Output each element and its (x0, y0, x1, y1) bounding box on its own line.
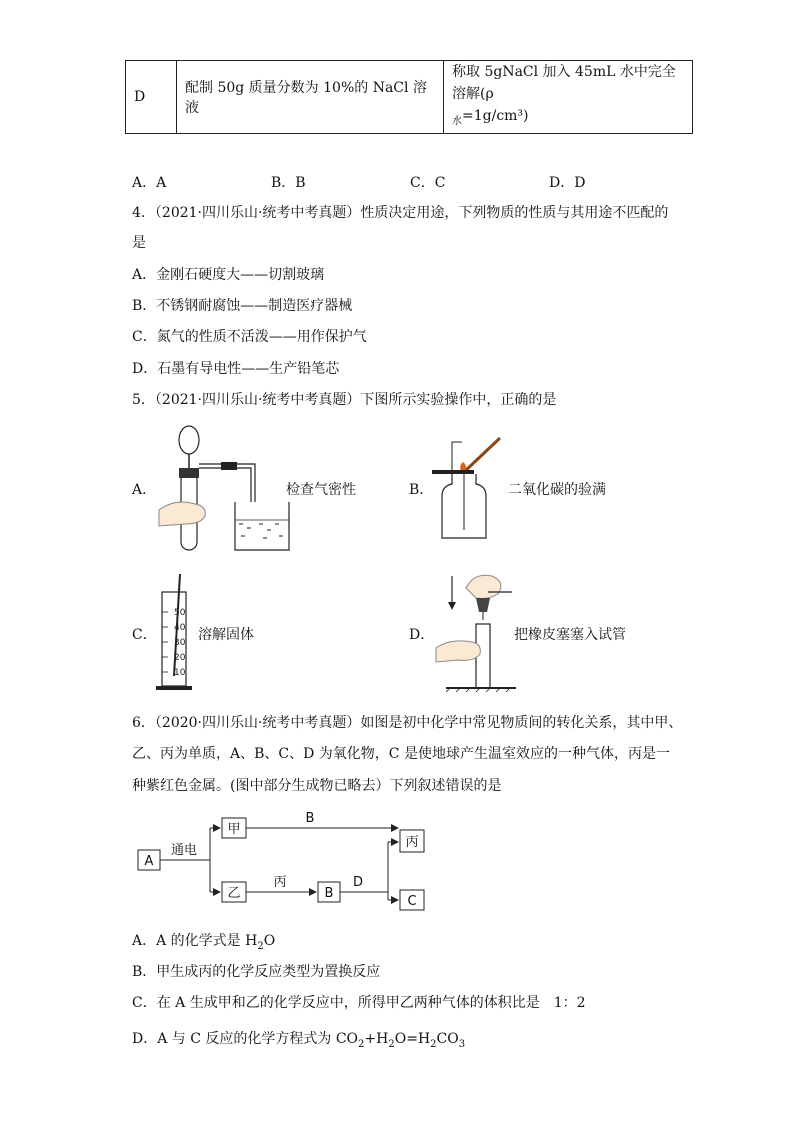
q4-option-c[interactable]: C．氮气的性质不活泼——用作保护气 (132, 329, 367, 345)
q5-option-d-caption: 把橡皮塞塞入试管 (514, 627, 626, 643)
diagram-label-bing: 丙 (405, 835, 419, 850)
q6-option-d-mid2: O=H (394, 1031, 431, 1047)
q6-stem-line3: 种紫红色金属。(图中部分生成物已略去）下列叙述错误的是 (132, 778, 502, 794)
cylinder-mark-40: 40 (174, 623, 186, 633)
q5-option-c-caption: 溶解固体 (198, 627, 254, 643)
q6-option-a-text: A．A 的化学式是 H (132, 933, 258, 949)
diagram-label-tongdian: 通电 (170, 843, 198, 858)
q5-option-a-caption: 检查气密性 (286, 482, 356, 498)
q6-option-d-sub2: 2 (388, 1038, 395, 1050)
diagram-label-yi: 乙 (227, 886, 241, 901)
q6-option-d-sub3: 2 (430, 1038, 437, 1050)
answer-table (125, 60, 693, 134)
diagram-edge-d: D (352, 875, 364, 890)
q6-stem-line2: 乙、丙为单质，A、B、C、D 为氧化物，C 是使地球产生温室效应的一种气体，丙是一 (132, 746, 670, 762)
q4-stem-line1: 4．（2021·四川乐山·统考中考真题）性质决定用途，下列物质的性质与其用途不匹配的 (132, 205, 669, 221)
q3-option-a[interactable]: A．A (132, 175, 167, 191)
q6-option-d-text: D．A 与 C 反应的化学方程式为 CO (132, 1031, 359, 1047)
q4-option-d[interactable]: D．石墨有导电性——生产铅笔芯 (132, 361, 340, 377)
diagram-label-a: A (144, 854, 154, 869)
q4-stem-line2: 是 (132, 235, 146, 251)
table-cell-method (444, 61, 693, 134)
q6-option-d[interactable] (132, 1029, 465, 1055)
q6-option-c[interactable]: C．在 A 生成甲和乙的化学反应中，所得甲乙两种气体的体积比是 1：2 (132, 995, 586, 1011)
q6-option-d-mid3: CO (436, 1031, 459, 1047)
method-line1: 称取 5gNaCl 加入 45mL 水中完全溶解(ρ (452, 64, 676, 102)
cylinder-mark-50: 50 (174, 608, 186, 618)
diagram-edge-bing: 丙 (273, 875, 287, 890)
cylinder-mark-10: 10 (174, 668, 186, 678)
cylinder-mark-20: 20 (174, 653, 186, 663)
q5-option-b-letter[interactable]: B． (409, 482, 434, 498)
cylinder-mark-30: 30 (174, 638, 186, 648)
graduated-cylinder-illustration (152, 572, 202, 692)
diagram-edge-b: B (305, 811, 315, 826)
method-line2: =1g/cm³) (462, 108, 529, 124)
co2-fullness-test-illustration (430, 434, 510, 544)
q6-option-a[interactable] (132, 931, 275, 957)
q3-option-d[interactable]: D．D (549, 175, 586, 191)
diagram-label-c: C (407, 894, 417, 909)
q6-stem-line1: 6．（2020·四川乐山·统考中考真题）如图是初中化学中常见物质间的转化关系，其中甲、 (132, 715, 683, 731)
table-row (126, 61, 693, 134)
q6-option-d-sub1: 2 (358, 1038, 365, 1050)
q5-option-d-letter[interactable]: D． (409, 627, 435, 643)
q3-option-c[interactable]: C．C (410, 175, 446, 191)
conversion-diagram (132, 808, 432, 918)
q5-option-c-letter[interactable]: C． (132, 627, 157, 643)
q6-option-a-sub: 2 (257, 940, 264, 952)
q4-option-b[interactable]: B．不锈钢耐腐蚀——制造医疗器械 (132, 298, 353, 314)
diagram-label-jia: 甲 (227, 822, 241, 837)
stopper-insertion-illustration (432, 568, 522, 692)
q4-option-a[interactable]: A．金刚石硬度大——切割玻璃 (132, 267, 325, 283)
q6-option-a-post: O (263, 933, 276, 949)
q5-option-b-caption: 二氧化碳的验满 (508, 482, 606, 498)
airtight-check-illustration (155, 420, 295, 555)
table-cell-letter: D (126, 61, 177, 134)
q6-option-d-mid1: +H (364, 1031, 389, 1047)
q5-stem: 5．（2021·四川乐山·统考中考真题）下图所示实验操作中，正确的是 (132, 392, 557, 408)
q3-options (132, 172, 692, 192)
q5-option-a-letter[interactable]: A． (132, 482, 157, 498)
q6-option-b[interactable]: B．甲生成丙的化学反应类型为置换反应 (132, 964, 381, 980)
diagram-label-b-box: B (324, 886, 334, 901)
q6-option-d-sub4: 3 (458, 1038, 466, 1050)
table-cell-purpose: 配制 50g 质量分数为 10%的 NaCl 溶液 (177, 61, 444, 134)
method-sub-water: 水 (452, 115, 462, 127)
q3-option-b[interactable]: B．B (271, 175, 306, 191)
